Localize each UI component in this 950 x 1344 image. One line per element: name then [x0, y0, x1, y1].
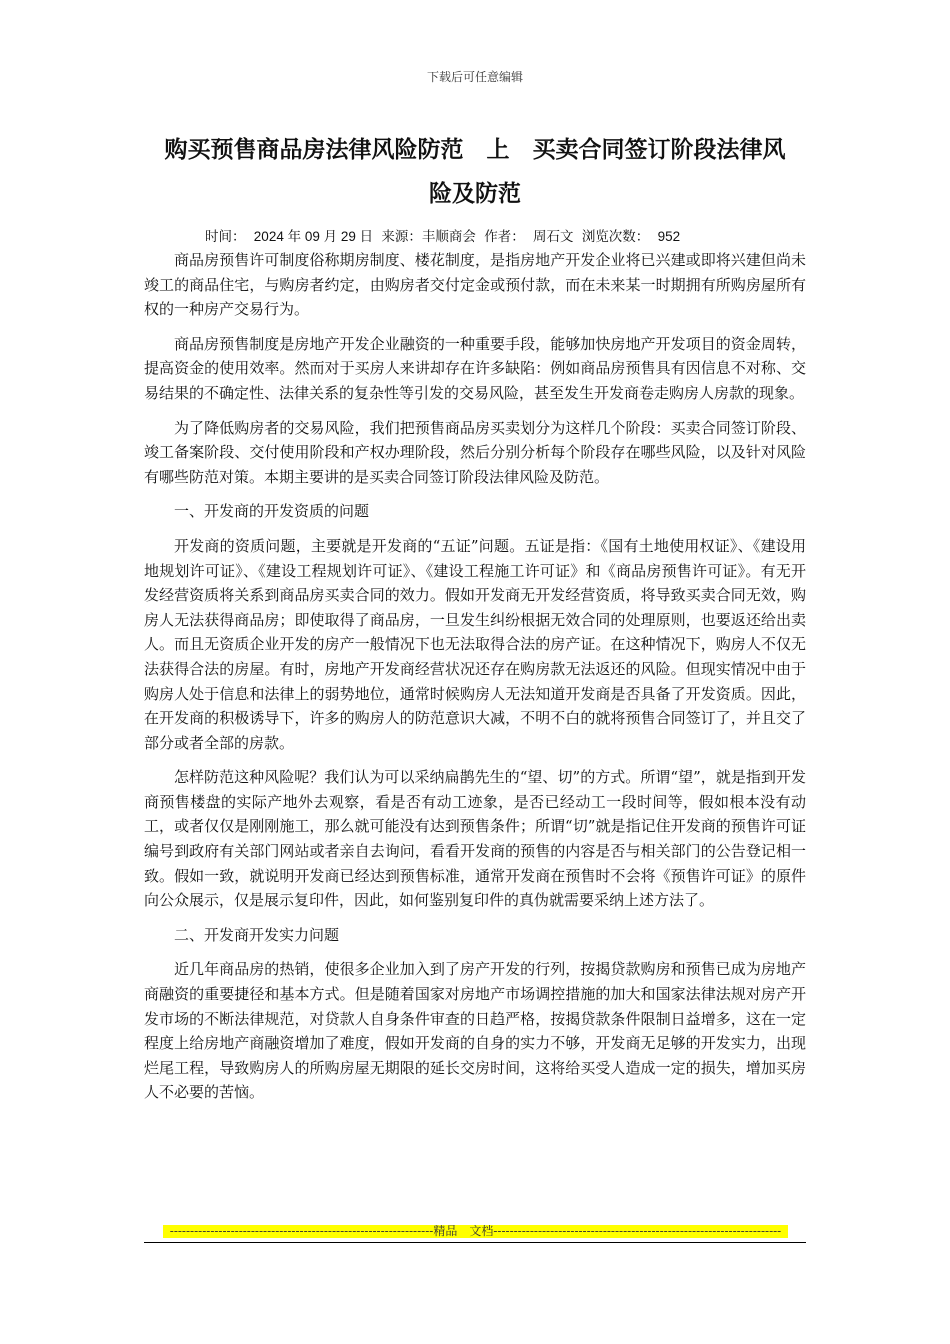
paragraph: 近几年商品房的热销，使很多企业加入到了房产开发的行列，按揭贷款购房和预售已成为房地产商融资的重要捷径和基本方式。但是随着国家对房地产市场调控措施的加大和国家法律法规对房产开发市场的不断法律规范，对贷款人自身条件审查的日趋严格，按揭贷款条件限制日益增多，这在一定程度上给房地产商融资增加了难度，假如开发商的自身的实力不够，开发商无足够的开发实力，出现烂尾工程，导致购房人的所购房屋无期限的延长交房时间，这将给买受人造成一定的损失，增加买房人不必要的苦恼。: [144, 960, 806, 1102]
views-label: 浏览次数：: [581, 229, 650, 245]
footer-dashes-right: -----------------------------------------------------------------------: [493, 1225, 782, 1238]
time-label: 时间：: [205, 229, 246, 245]
views-count: 952: [657, 229, 681, 244]
author-label: 作者：: [484, 229, 525, 245]
author-name: 周石文: [533, 229, 574, 245]
article-body: [144, 248, 806, 1115]
footer-dashes-left: -----------------------------------------------------------------: [169, 1225, 434, 1238]
source: 来源：丰顺商会: [381, 229, 476, 245]
title-line-2: 险及防范: [429, 180, 521, 207]
article-meta: [205, 225, 805, 245]
paragraph: 开发商的资质问题，主要就是开发商的“五证”问题。五证是指：《国有土地使用权证》、《建设用地规划许可证》、《建设工程规划许可证》、《建设工程施工许可证》和《商品房预售许可证》。有无开发经营资质将关系到商品房买卖合同的效力。假如开发商无开发经营资质，将导致买卖合同无效，购房人无法获得商品房；即使取得了商品房，一旦发生纠纷根据无效合同的处理原则，也要返还给出卖人。而且无资质企业开发的房产一般情况下也无法取得合法的房产证。在这种情况下，购房人不仅无法获得合法的房屋。有时，房地产开发商经营状况还存在购房款无法返还的风险。但现实情况中由于购房人处于信息和法律上的弱势地位，通常时候购房人无法知道开发商是否具备了开发资质。因此，在开发商的积极诱导下，许多的购房人的防范意识大减，不明不白的就将预售合同签订了，并且交了部分或者全部的房款。: [144, 536, 806, 752]
section-heading: 二、开发商开发实力问题: [174, 925, 340, 944]
title-line-1: 购买预售商品房法律风险防范 上 买卖合同签订阶段法律风: [164, 136, 786, 163]
paragraph: 商品房预售许可制度俗称期房制度、楼花制度，是指房地产开发企业将已兴建或即将兴建但尚未竣工的商品住宅，与购房者约定，由购房者交付定金或预付款，而在未来某一时期拥有所购房屋所有权的一种房产交易行为。: [144, 251, 806, 319]
section-heading: 一、开发商的开发资质的问题: [174, 502, 370, 521]
footer-divider: [144, 1242, 806, 1243]
paragraph: 为了降低购房者的交易风险，我们把预售商品房买卖划分为这样几个阶段：买卖合同签订阶段、竣工备案阶段、交付使用阶段和产权办理阶段，然后分别分析每个阶段存在哪些风险，以及针对风险有哪些防范对策。本期主要讲的是买卖合同签订阶段法律风险及防范。: [144, 418, 806, 486]
paragraph: 商品房预售制度是房地产开发企业融资的一种重要手段，能够加快房地产开发项目的资金周转，提高资金的使用效率。然而对于买房人来讲却存在许多缺陷：例如商品房预售具有因信息不对称、交易结果的不确定性、法律关系的复杂性等引发的交易风险，甚至发生开发商卷走购房人房款的现象。: [144, 334, 806, 402]
footer-banner: [163, 1225, 788, 1238]
publish-date: 2024 年 09 月 29 日: [253, 229, 374, 244]
header-note: 下载后可任意编辑: [426, 70, 523, 84]
footer-label: 精品 文档: [433, 1225, 494, 1238]
page-title: [144, 128, 806, 216]
paragraph: 怎样防范这种风险呢？我们认为可以采纳扁鹊先生的“望、切”的方式。所谓“望”，就是指到开发商预售楼盘的实际产地外去观察，看是否有动工迹象，是否已经动工一段时间等，假如根本没有动工，或者仅仅是刚刚施工，那么就可能没有达到预售条件；所谓“切”就是指记住开发商的预售许可证编号到政府有关部门网站或者亲自去询问，看看开发商的预售的内容是否与相关部门的公告登记相一致。假如一致，就说明开发商已经达到预售标准，通常开发商在预售时不会将《预售许可证》的原件向公众展示，仅是展示复印件，因此，如何鉴别复印件的真伪就需要采纳上述方法了。: [144, 768, 806, 910]
